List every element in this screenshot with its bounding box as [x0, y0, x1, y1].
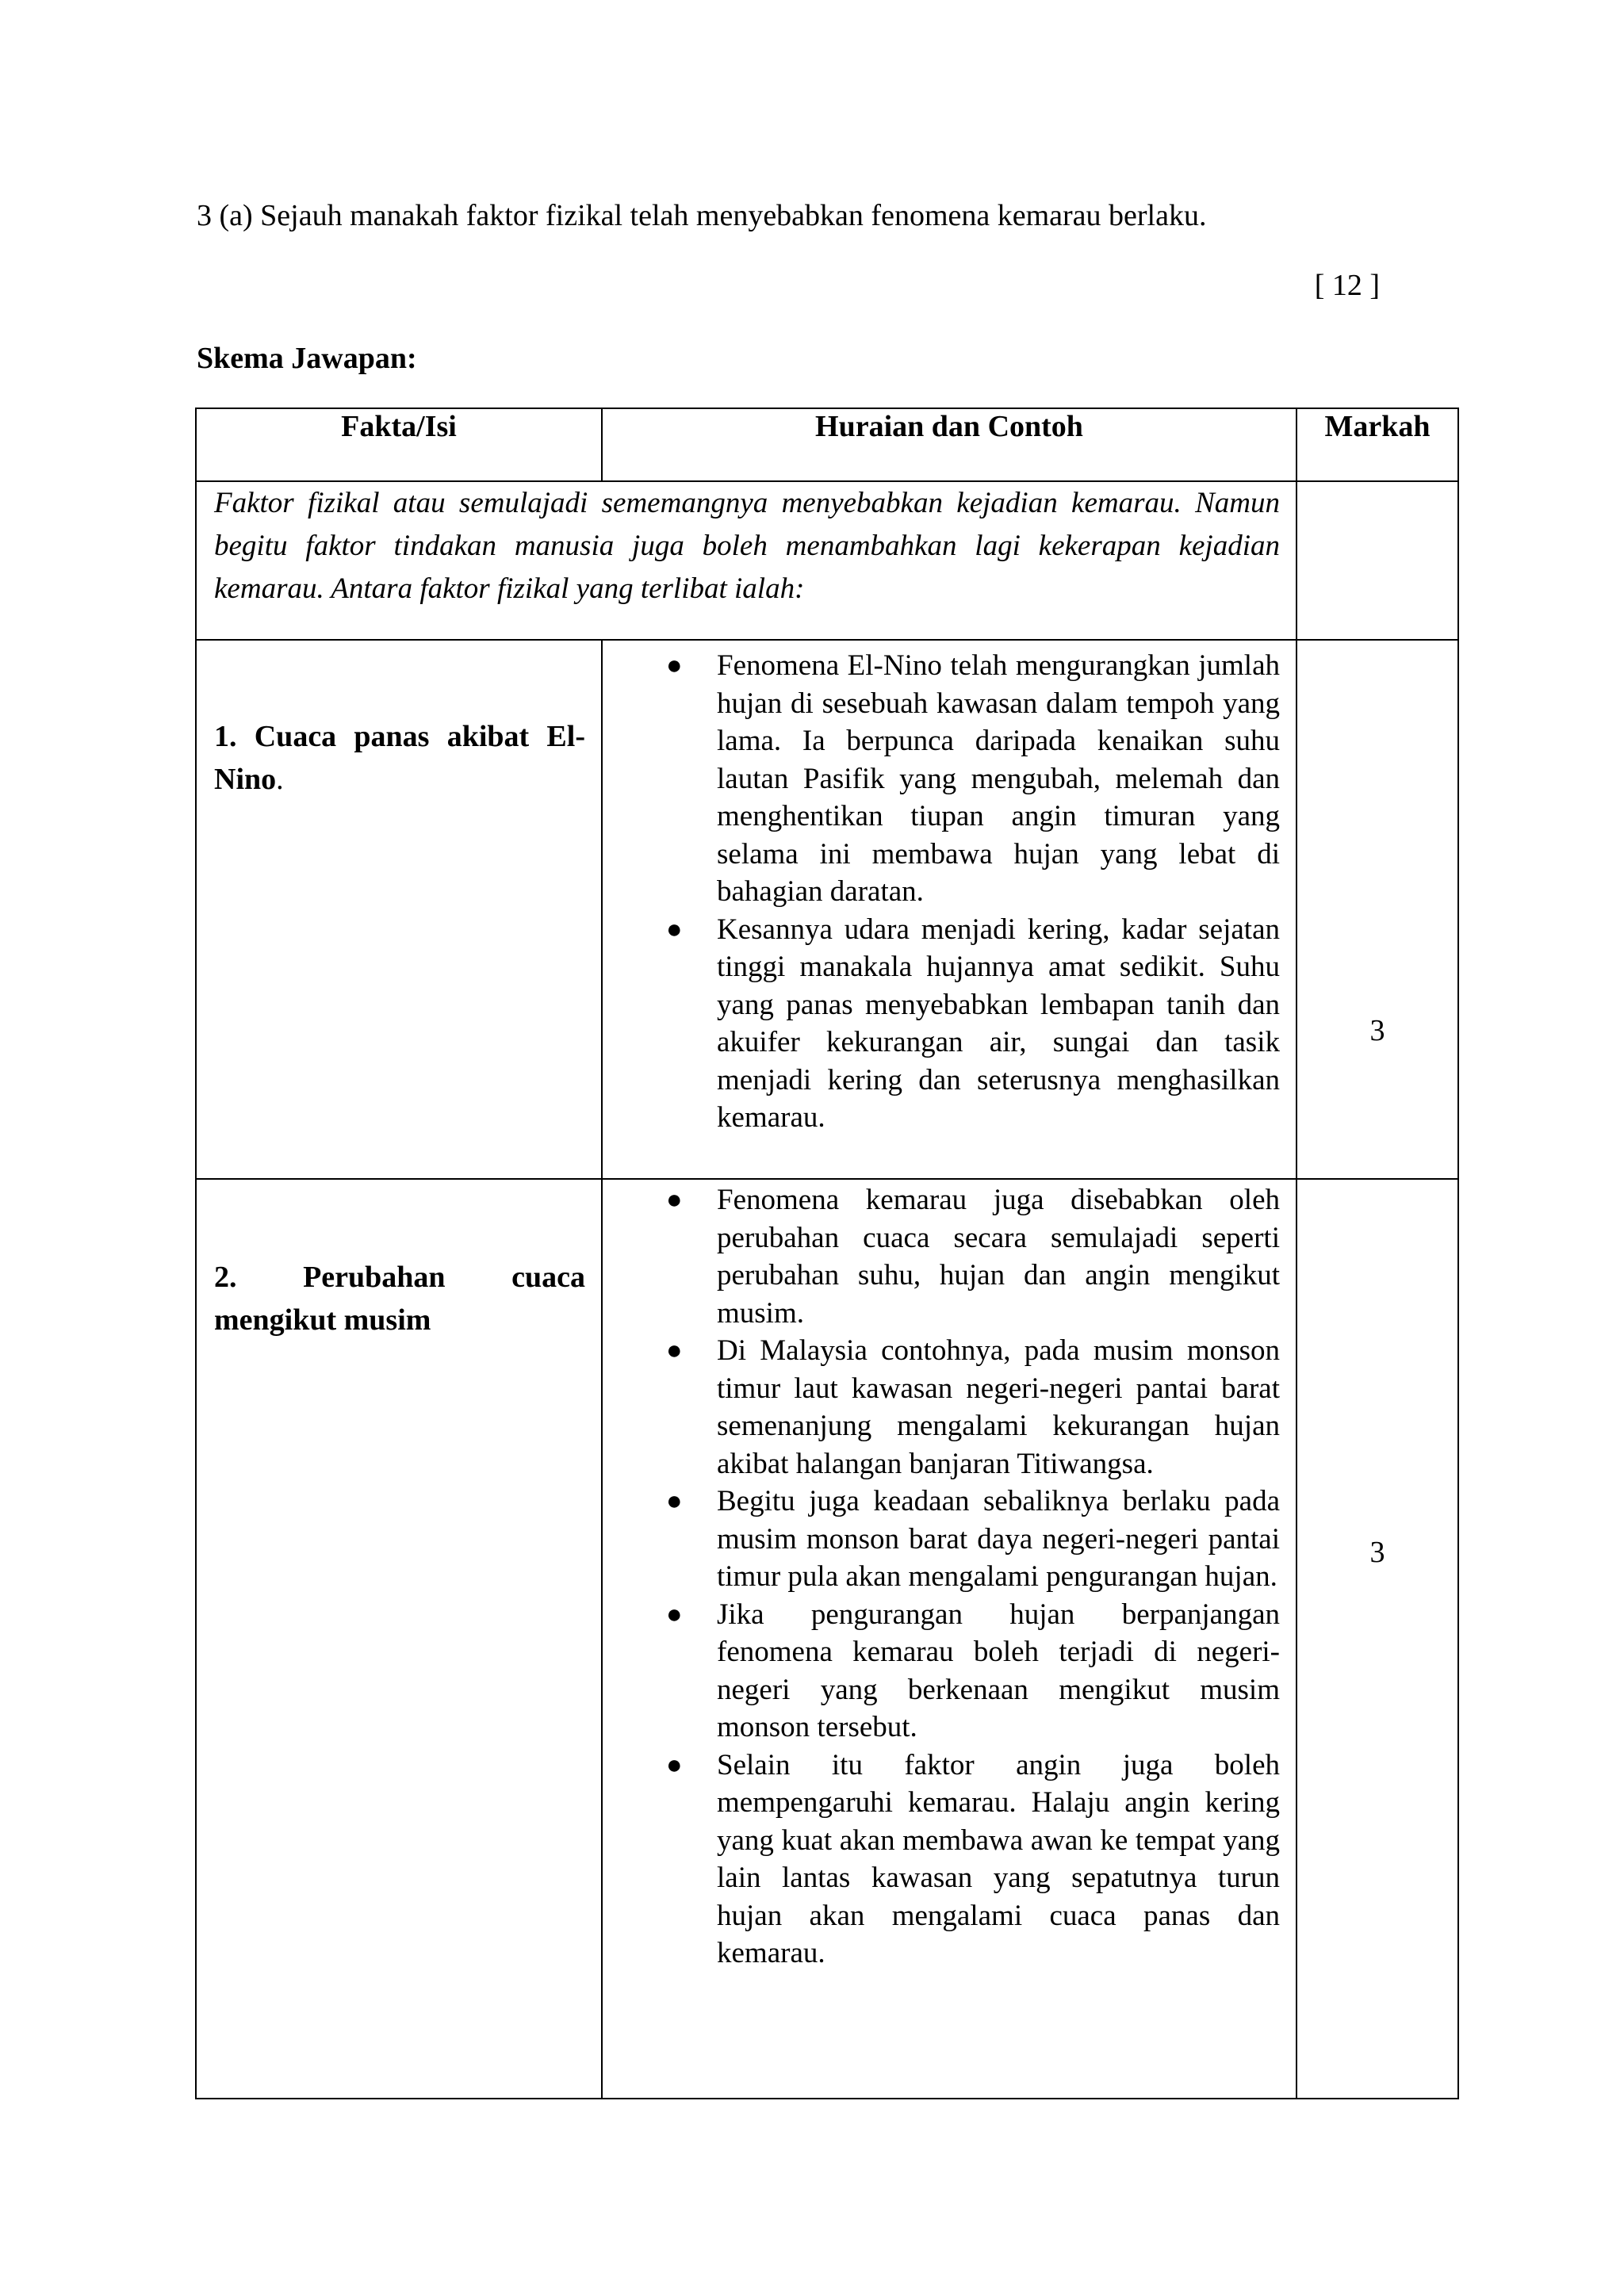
list-item: ● Kesannya udara menjadi kering, kadar sejatan tinggi manakala hujannya amat sedikit. Suhu yang panas menyebabkan lembapan tanih dan akuifer kekurangan air, sungai dan tasik menjadi kering dan seterusnya menghasilkan kemarau.	[603, 911, 1280, 1137]
scheme-title: Skema Jawapan:	[197, 342, 417, 375]
intro-mark-cell	[1297, 481, 1458, 640]
bullet-icon: ●	[666, 1336, 683, 1365]
bullet-icon: ●	[666, 1185, 683, 1215]
bullet-icon: ●	[666, 1599, 683, 1629]
mark-value: 3	[1369, 1536, 1385, 1569]
bullet-icon: ●	[666, 914, 683, 944]
intro-text: Faktor fizikal atau semulajadi sememangnya menyebabkan kejadian kemarau. Namun begitu faktor tindakan manusia juga boleh menambahkan lagi kekerapan kejadian kemarau. Antara faktor fizikal yang terlibat ialah:	[214, 487, 1280, 605]
explanation-list	[603, 641, 1296, 1142]
total-marks: [ 12 ]	[1314, 269, 1380, 302]
answer-scheme-table	[195, 408, 1459, 2099]
intro-row	[196, 481, 1458, 640]
fact-title-tail: .	[276, 763, 284, 796]
list-item: ● Begitu juga keadaan sebaliknya berlaku pada musim monson barat daya negeri-negeri pantai timur pula akan mengalami pengurangan hujan.	[603, 1483, 1280, 1596]
fact-title-bold: 1. Cuaca panas akibat El-Nino	[214, 720, 585, 796]
list-item: ● Jika pengurangan hujan berpanjangan fenomena kemarau boleh terjadi di negeri-negeri yang berkenaan mengikut musim monson tersebut.	[603, 1596, 1280, 1747]
list-item: ● Di Malaysia contohnya, pada musim monson timur laut kawasan negeri-negeri pantai barat semenanjung mengalami kekurangan hujan akibat halangan banjaran Titiwangsa.	[603, 1332, 1280, 1483]
fact-title	[197, 641, 601, 801]
bullet-icon: ●	[666, 1487, 683, 1516]
list-item: ● Fenomena El-Nino telah mengurangkan jumlah hujan di sesebuah kawasan dalam tempoh yang lama. Ia berpunca daripada kenaikan suhu lautan Pasifik yang mengubah, melemah dan menghentikan tiupan angin timuran yang selama ini membawa hujan yang lebat di bahagian daratan.	[603, 647, 1280, 911]
header-markah: Markah	[1297, 408, 1458, 481]
header-huraian: Huraian dan Contoh	[602, 408, 1297, 481]
question-text: 3 (a) Sejauh manakah faktor fizikal telah menyebabkan fenomena kemarau berlaku.	[197, 199, 1207, 232]
bullet-icon: ●	[666, 651, 683, 680]
table-header-row	[196, 408, 1458, 481]
list-item: ● Fenomena kemarau juga disebabkan oleh perubahan cuaca secara semulajadi seperti perubahan suhu, hujan dan angin mengikut musim.	[603, 1181, 1280, 1332]
fact-title-bold: 2. Perubahan cuaca mengikut musim	[214, 1261, 585, 1337]
table-row	[196, 1179, 1458, 2099]
mark-value: 3	[1369, 1014, 1385, 1047]
list-item: ● Selain itu faktor angin juga boleh mempengaruhi kemarau. Halaju angin kering yang kuat akan membawa awan ke tempat yang lain lantas kawasan yang sepatutnya turun hujan akan mengalami cuaca panas dan kemarau.	[603, 1747, 1280, 1973]
header-fakta: Fakta/Isi	[196, 408, 602, 481]
table-row	[196, 640, 1458, 1179]
bullet-icon: ●	[666, 1750, 683, 1780]
fact-title	[197, 1180, 601, 1341]
explanation-list	[603, 1180, 1296, 1977]
